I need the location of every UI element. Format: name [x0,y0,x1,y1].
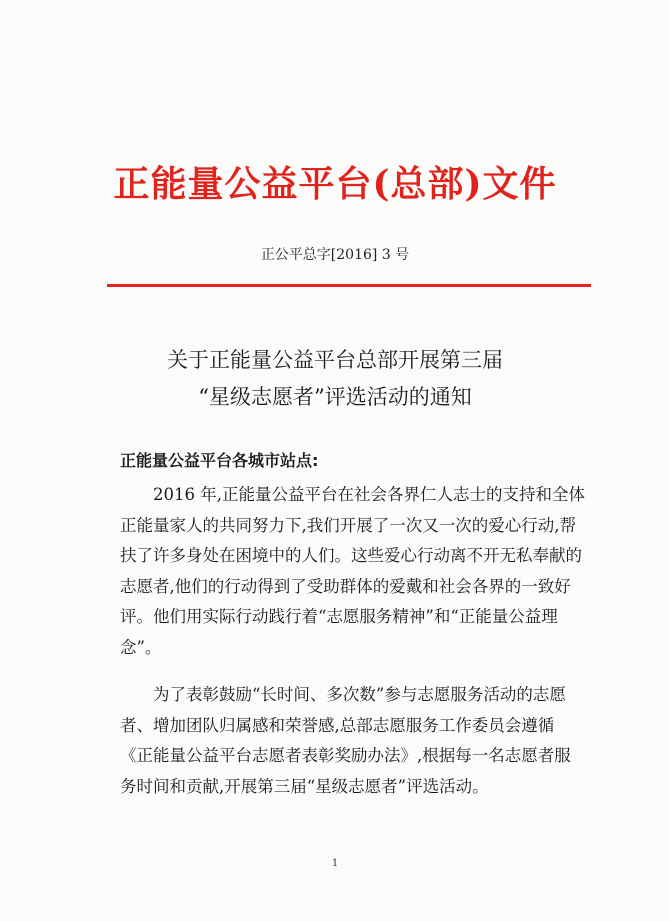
addressee: 正能量公益平台各城市站点: [120,451,319,470]
notice-title-line-2: “星级志愿者”评选活动的通知 [198,385,472,409]
notice-title [0,342,670,416]
page-number: 1 [331,858,339,869]
body-paragraph-2: 为了表彰鼓励“长时间、多次数”参与志愿服务活动的志愿者、增加团队归属感和荣誉感,总部志愿服务工作委员会遵循《正能量公益平台志愿者表彰奖励办法》,根据每一名志愿者服务时间和贡献,开展第三届“星级志愿者”评选活动。 [120,685,571,796]
red-divider-line [107,284,591,287]
document-number: 正公平总字[2016] 3 号 [260,247,410,263]
document-header-title: 正能量公益平台(总部)文件 [113,163,557,205]
body-paragraph-1: 2016 年,正能量公益平台在社会各界仁人志士的支持和全体正能量家人的共同努力下,我们开展了一次又一次的爱心行动,帮扶了许多身处在困境中的人们。这些爱心行动离不开无私奉献的志愿者,他们的行动得到了受助群体的爱戴和社会各界的一致好评。他们用实际行动践行着“志愿服务精神”和“正能量公益理念”。 [120,485,585,657]
notice-title-line-1: 关于正能量公益平台总部开展第三届 [167,348,503,372]
